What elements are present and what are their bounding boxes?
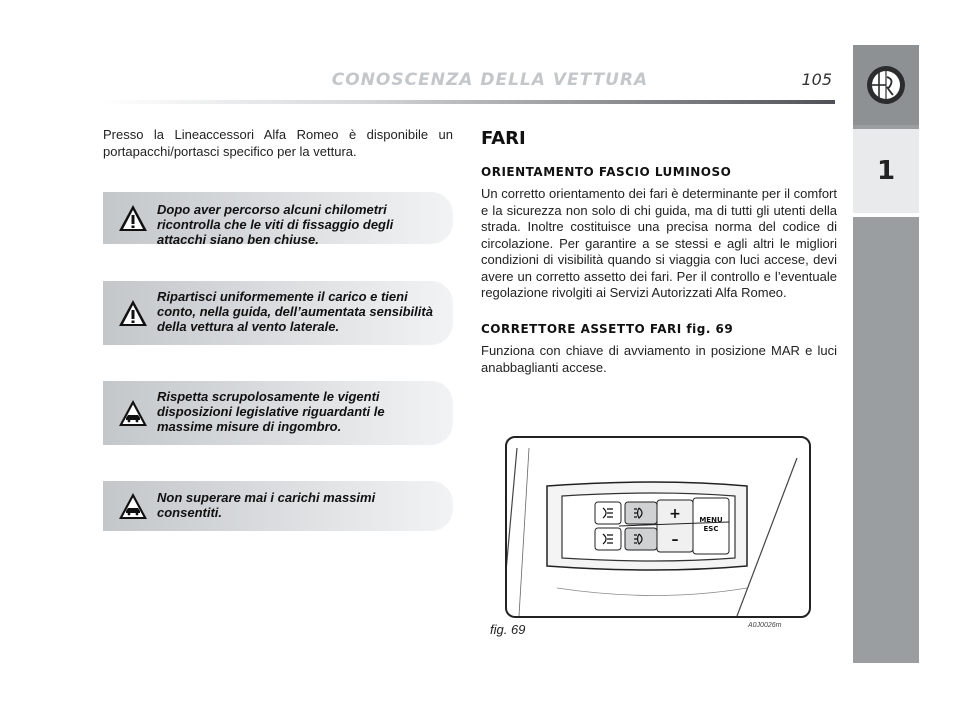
figure-69-illustration [505,436,811,618]
logo-cell [853,45,919,125]
subheading-orientamento: ORIENTAMENTO FASCIO LUMINOSO [481,165,732,179]
running-header-title: CONOSCENZA DELLA VETTURA [331,70,649,90]
alfa-romeo-logo-icon [866,65,906,105]
sidebar-separator [853,213,919,217]
danger-triangle-icon [117,298,149,328]
chapter-number: 1 [853,129,919,213]
figure-code: A0J0026m [748,622,782,629]
danger-triangle-icon [117,203,149,233]
headlight-switch-panel-drawing [507,438,809,616]
warning-text: Ripartisci uniformemente il carico e tieni conto, nella guida, dell’aumentata sensibilità della vettura al vento laterale. [157,289,433,334]
section-heading-fari: FARI [481,128,526,149]
warning-text: Rispetta scrupolosamente le vigenti disposizioni legislative riguardanti le massime misure di ingombro. [157,389,385,434]
header-rule [100,100,835,104]
warning-text: Non superare mai i carichi massimi consentiti. [157,490,376,520]
plus-label: + [669,506,681,522]
caution-car-icon [117,491,149,521]
figure-caption: fig. 69 [490,622,526,637]
paragraph-correttore: Funziona con chiave di avviamento in posizione MAR e luci anabbaglianti accese. [481,343,837,375]
warning-box [103,281,453,345]
subheading-correttore: CORRETTORE ASSETTO FARI fig. 69 [481,322,734,336]
warning-text: Dopo aver percorso alcuni chilometri ricontrolla che le viti di fissaggio degli attacchi siano ben chiuse. [157,202,394,247]
intro-paragraph: Presso la Lineaccessori Alfa Romeo è disponibile un portapacchi/portasci specifico per la vettura. [103,127,453,159]
warning-box [103,381,453,445]
minus-label: – [671,532,679,548]
paragraph-orientamento: Un corretto orientamento dei fari è determinante per il comfort e la sicurezza non solo di chi guida, ma di tutti gli utenti della strada. Inoltre costituisce una precisa norma del codice di circolazione. Per garantire a se stessi e agli altri le migliori condizioni di visibilità quando si viaggia con luci accese, devi avere un corretto assetto dei fari. Per il controllo e l’eventuale regolazione rivolgiti ai Servizi Autorizzati Alfa Romeo. [481,186,837,300]
warning-box [103,481,453,531]
chapter-sidebar [853,45,919,663]
menu-label: MENU [699,516,723,524]
esc-label: ESC [703,525,719,533]
warning-box [103,192,453,247]
page-number: 105 [801,70,832,89]
caution-car-icon [117,398,149,428]
